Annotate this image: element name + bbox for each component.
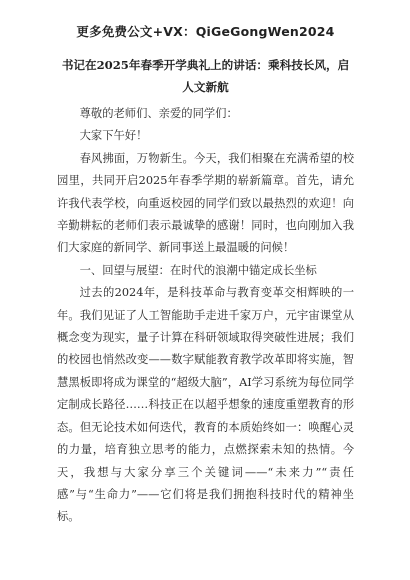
- paragraph-opening: 春风拂面，万物新生。今天，我们相聚在充满希望的校园里，共同开启2025年春季学期的崭新篇章。首先，请允许我代表学校，向重返校园的同学们致以最热烈的欢迎！向辛勤耕耘的老师们表示最诚挚的感谢！同时，也向刚加入我们大家庭的新同学、新同事送上最温暖的问候！: [57, 151, 354, 255]
- paragraph-review: 过去的2024年，是科技革命与教育变革交相辉映的一年。我们见证了人工智能助手走进千家万户，元宇宙课堂从概念变为现实，量子计算在科研领域取得突破性进展；我们的校园也悄然改变——数字赋能教育教学改革即将实施，智慧黑板即将成为课堂的“超级大脑”，AI学习系统为每位同学定制成长路径……科技正在以超乎想象的速度重塑教育的形态。但无论技术如何迭代，教育的本质始终如一：唤醒心灵的力量，培育独立思考的能力，点燃探索未知的热情。今天，我想与大家分享三个关键词——“未来力”“责任感”与“生命力”——它们将是我们拥抱科技时代的精神坐标。: [57, 286, 354, 524]
- greeting: 大家下午好！: [79, 129, 148, 143]
- document-title: 书记在2025年春季开学典礼上的讲话：乘科技长风，启人文新航: [61, 58, 350, 94]
- page-header: 更多免费公文+VX：QiGeGongWen2024: [76, 24, 335, 39]
- salutation: 尊敬的老师们、亲爱的同学们：: [79, 107, 238, 120]
- section-heading: 一、回望与展望：在时代的浪潮中锚定成长坐标: [79, 263, 317, 277]
